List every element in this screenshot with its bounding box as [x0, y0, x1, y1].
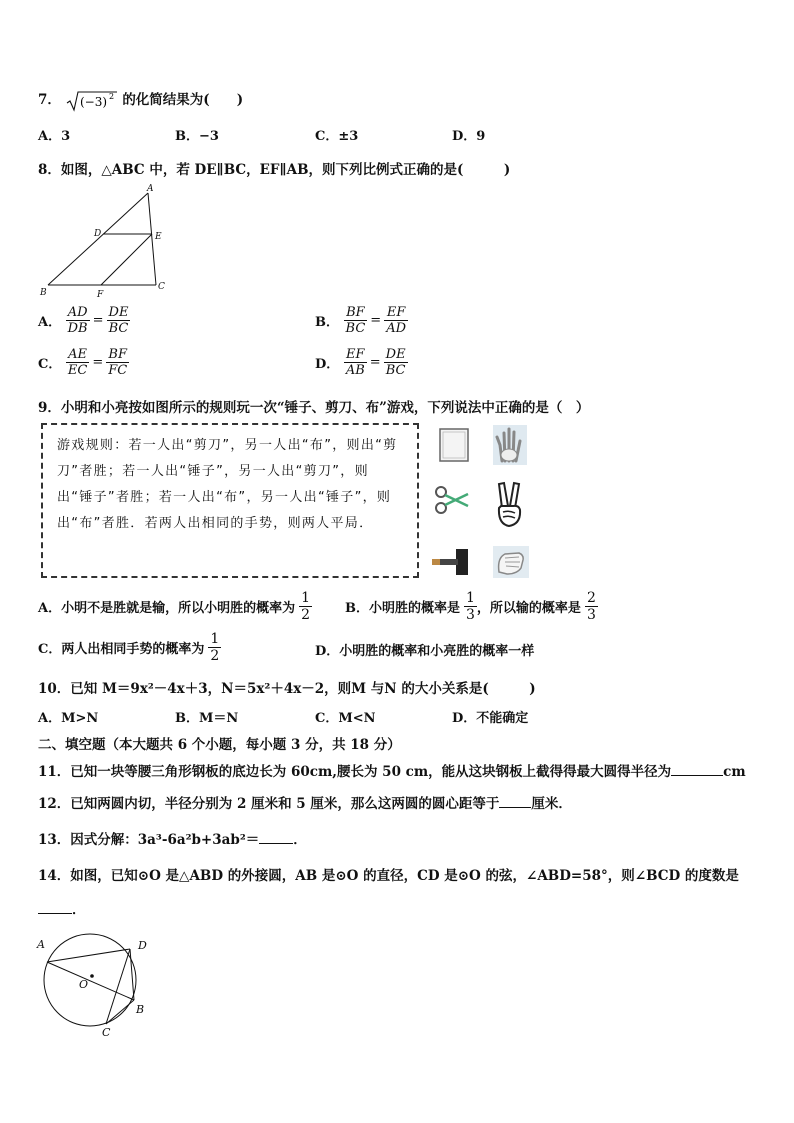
option-letter: D．: [315, 357, 340, 372]
option-b: [345, 590, 598, 623]
question-12: [38, 792, 572, 812]
label-b: B: [40, 288, 47, 298]
fraction: $\frac{BF}{BC}$: [345, 305, 366, 336]
option-d: D．9: [452, 129, 486, 144]
fraction: $\frac{EF}{AD}$: [386, 305, 406, 336]
question-text: 厘米．: [531, 796, 572, 812]
label-d: D: [138, 939, 147, 952]
option-d: D．不能确定: [452, 711, 529, 726]
fraction: $\frac{BF}{FC}$: [108, 347, 128, 378]
fraction: $\frac{DE}{BC}$: [385, 347, 406, 378]
question-text: 13．因式分解：3a³-6a²b+3ab²＝: [38, 832, 260, 848]
answer-blank[interactable]: [671, 775, 723, 776]
option-b: B．−3: [175, 129, 219, 144]
question-13: [38, 828, 307, 848]
label-d: D: [94, 229, 102, 239]
option-letter: A．: [38, 315, 62, 330]
scissors-icon: [433, 482, 471, 518]
answer-blank[interactable]: [259, 843, 293, 844]
paper-icon: [438, 427, 470, 463]
question-11: [38, 760, 746, 780]
hammer-icon: [430, 545, 474, 579]
option-c: [38, 631, 221, 664]
question-text: 11．已知一块等腰三角形钢板的底边长为 60cm,腰长为 50 cm，能从这块钢板上截得得最大圆得半径为: [38, 764, 672, 780]
option-letter: C．: [38, 357, 62, 372]
option-text: ，所以输的概率是: [476, 601, 581, 616]
label-c: C: [158, 282, 165, 292]
label-e: E: [155, 232, 162, 242]
option-text: A．小明不是胜就是输，所以小明胜的概率为: [38, 601, 296, 616]
answer-blank[interactable]: [499, 807, 531, 808]
label-b: B: [136, 1003, 145, 1016]
question-text: ．: [293, 832, 307, 848]
question-text: 12．已知两圆内切，半径分别为 2 厘米和 5 厘米，那么这两圆的圆心距等于: [38, 796, 500, 812]
question-8: 8．如图，△ABC 中，若 DE∥BC，EF∥AB，则下列比例式正确的是( ): [38, 162, 511, 178]
answer-blank[interactable]: [38, 913, 72, 914]
question-number: 7．: [38, 92, 61, 108]
fist-icon: [493, 546, 529, 578]
fraction: $\frac{EF}{AB}$: [345, 347, 365, 378]
question-7: [38, 88, 243, 112]
label-a: A: [147, 184, 154, 194]
option-text: B．小明胜的概率是: [345, 601, 460, 616]
fraction: $\frac{1}{3}$: [466, 590, 475, 623]
fraction: $\frac{2}{3}$: [586, 590, 596, 623]
sqrt-expression: [66, 90, 118, 112]
label-f: F: [97, 290, 104, 300]
sqrt-inner: (−3): [79, 94, 107, 109]
option-b: B．M＝N: [175, 711, 239, 726]
triangle-figure: [36, 183, 171, 301]
option-text: C．两人出相同手势的概率为: [38, 642, 205, 657]
option-b: B． $\frac{BF}{BC}$ = $\frac{EF}{AD}$: [315, 305, 406, 336]
game-rules-box: 游戏规则：若一人出“剪刀”，另一人出“布”，则出“剪刀”者胜；若一人出“锤子”，另一人出“剪刀”，则出“锤子”者胜；若一人出“布”，另一人出“锤子”，则出“布”者胜．若两人出相同的手势，则两人平局．: [41, 423, 419, 578]
option-a: A．3: [38, 129, 71, 144]
sqrt-sign: [66, 90, 118, 112]
question-14-answer-line: [38, 898, 86, 918]
label-c: C: [102, 1026, 111, 1039]
fraction: $\frac{AE}{EC}$: [67, 347, 88, 378]
circle-figure: [34, 932, 160, 1040]
unit-label: cm: [723, 764, 746, 780]
fraction: $\frac{DE}{BC}$: [108, 305, 129, 336]
label-o: O: [79, 978, 89, 991]
fraction: $\frac{AD}{DB}$: [67, 305, 88, 336]
question-text: ．: [72, 902, 86, 918]
question-10: 10．已知 M＝9x²－4x＋3，N＝5x²＋4x－2，则M 与N 的大小关系是( ): [38, 681, 536, 697]
option-c: C． $\frac{AE}{EC}$ = $\frac{BF}{FC}$: [38, 347, 128, 378]
section-heading: 二、填空题（本大题共 6 个小题，每小题 3 分，共 18 分）: [38, 737, 401, 753]
option-a: A． $\frac{AD}{DB}$ = $\frac{DE}{BC}$: [38, 305, 129, 336]
label-a: A: [37, 938, 45, 951]
option-a: [38, 590, 312, 623]
option-c: C．M<N: [315, 711, 376, 726]
fraction: $\frac{1}{2}$: [210, 631, 220, 664]
question-9: 9．小明和小亮按如图所示的规则玩一次“锤子、剪刀、布”游戏，下列说法中正确的是（ ）: [38, 400, 590, 416]
fraction: $\frac{1}{2}$: [301, 590, 311, 623]
question-14: 14．如图，已知⊙O 是△ABD 的外接圆，AB 是⊙O 的直径，CD 是⊙O 的弦，∠ABD=58°，则∠BCD 的度数是: [38, 868, 739, 884]
option-letter: B．: [315, 315, 339, 330]
open-hand-icon: [493, 425, 527, 465]
victory-hand-icon: [493, 480, 527, 530]
sqrt-exponent: 2: [108, 91, 114, 101]
option-d: D． $\frac{EF}{AB}$ = $\frac{DE}{BC}$: [315, 347, 406, 378]
option-d: D．小明胜的概率和小亮胜的概率一样: [315, 644, 535, 659]
option-a: A．M>N: [38, 711, 99, 726]
question-text: 的化简结果为( ): [122, 92, 244, 108]
option-c: C．±3: [315, 129, 359, 144]
